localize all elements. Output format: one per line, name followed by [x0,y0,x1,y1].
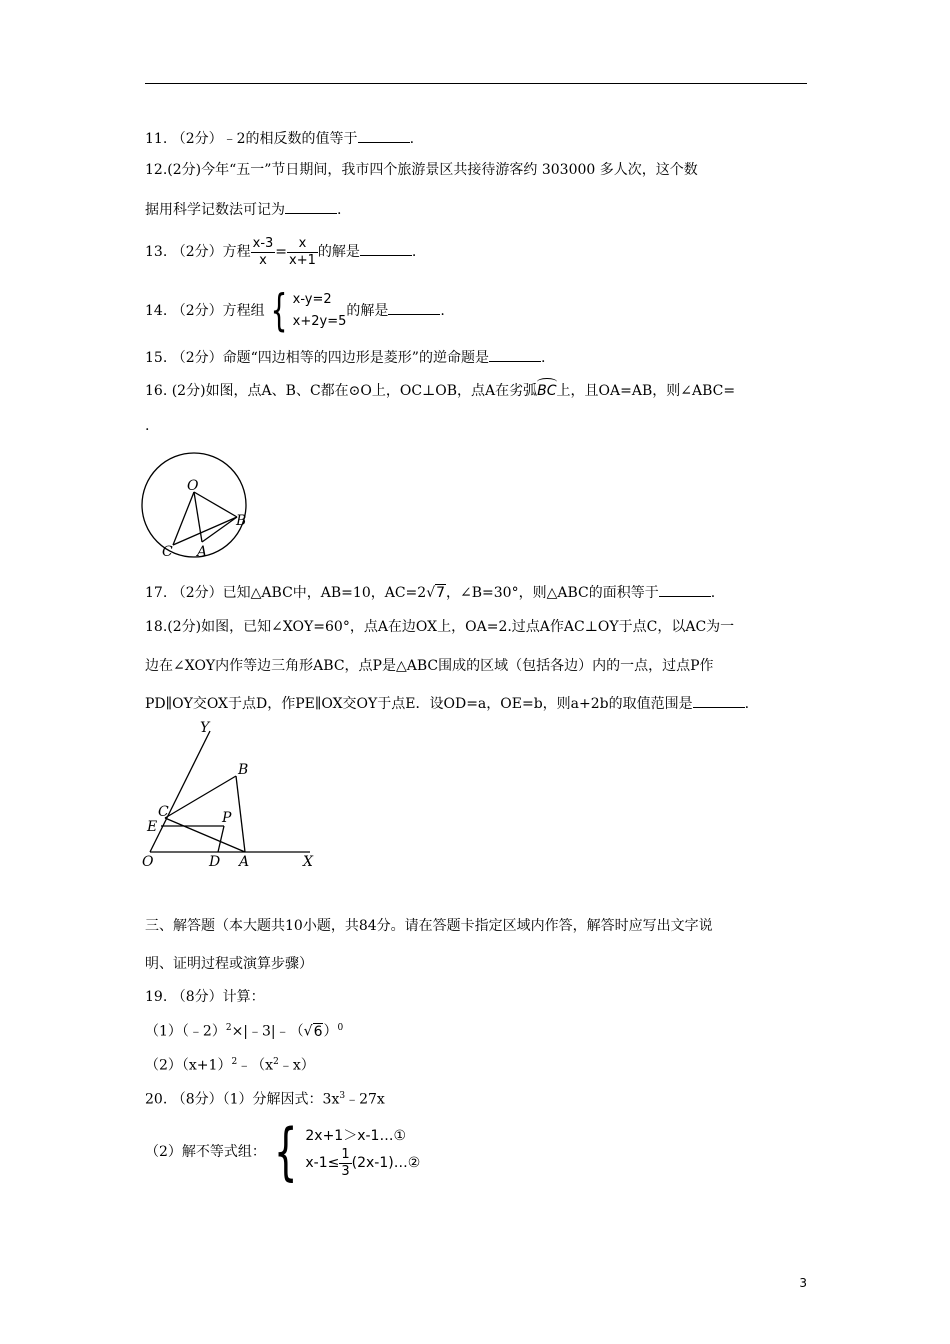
answer-blank[interactable] [360,241,412,256]
answer-blank[interactable] [659,582,711,597]
question-number: 13. [145,244,168,260]
answer-blank[interactable] [285,199,337,214]
question-number: 19. [145,989,168,1005]
score: （8分） [171,989,223,1005]
score: （2分） [171,585,223,601]
period: . [540,350,546,366]
question-text: 的解是 [346,303,389,319]
question-16 [145,381,735,401]
section-3-heading [145,916,713,936]
answer-blank[interactable] [358,128,410,143]
angle-figure [138,715,323,870]
expression: （2）（x+1） [145,1057,232,1074]
section-text: 三、解答题（本大题共10小题，共84分。请在答题卡指定区域内作答，解答时应写出文字说 [145,918,713,934]
denominator: x+1 [289,252,316,268]
segment-ab [236,776,245,852]
label-c: C [162,544,173,560]
question-18-l2 [145,656,714,676]
circle-o [142,453,246,557]
label-a: A [239,854,250,870]
section-3-heading-cont [145,954,313,974]
question-18-l3 [145,693,749,714]
question-text: ，∠B=30°，则△ABC的面积等于 [446,585,659,601]
left-brace: { [273,1115,298,1188]
header-rule [145,83,807,84]
answer-blank[interactable] [693,693,745,708]
question-text: 方程组 [222,303,265,319]
fraction-left [251,236,276,269]
expression: (2x-1)…② [351,1155,421,1171]
score: （2分） [171,303,223,319]
expression: ×|﹣3|﹣（ [231,1023,304,1040]
label-b: B [236,513,247,529]
numerator: x [287,236,318,253]
question-19-part2 [145,1052,315,1076]
fraction-right [287,236,318,269]
arc-label: BC [537,383,557,399]
period: . [145,418,150,434]
question-text: 方程 [222,244,251,260]
score: (2分) [171,383,206,399]
question-number: 18. [145,619,168,635]
exponent: 2 [273,1057,279,1067]
equals-sign: = [275,244,288,260]
question-17 [145,582,715,603]
circle-figure [138,450,256,565]
score: （8分） [171,1091,223,1108]
question-text: （2）解不等式组： [145,1144,266,1160]
inequality-row-2 [305,1147,420,1180]
answer-blank[interactable] [489,347,541,362]
score: （2分） [171,244,223,260]
question-number: 14. [145,303,168,319]
period: . [411,244,417,260]
numerator: x-3 [252,235,274,251]
question-text: 如图，点A、B、C都在⊙O上，OC⊥OB，点A在劣弧 [205,383,538,399]
question-20-part2 [145,1116,420,1188]
period: . [710,585,716,601]
question-text: 今年“五一”节日期间，我市四个旅游景区共接待游客约 303000 多人次，这个数 [201,162,698,178]
denominator: 3 [341,1163,350,1179]
expression: x-1≤ [305,1155,340,1171]
question-text: 边在∠XOY内作等边三角形ABC，点P是△ABC围成的区域（包括各边）内的一点，过点P作 [145,658,714,674]
section-text: 明、证明过程或演算步骤） [145,956,313,972]
period: . [409,131,415,147]
question-12-cont [145,199,341,220]
left-brace: { [270,285,288,336]
question-18 [145,617,734,637]
label-y: Y [200,720,210,736]
question-text: 如图，已知∠XOY=60°，点A在边OX上，OA=2.过点A作AC⊥OY于点C，以AC为一 [201,619,735,635]
question-text: ﹣2的相反数的值等于 [222,131,358,147]
label-x: X [303,854,313,870]
question-20 [145,1086,385,1110]
expression: （1）分解因式：3x [222,1091,340,1108]
segment-pd [218,826,224,852]
label-o: O [142,854,154,870]
question-number: 16. [145,383,168,399]
answer-blank[interactable] [388,300,440,315]
sqrt: √6 [303,1023,323,1040]
exponent: 2 [231,1057,238,1067]
expression: ﹣x） [278,1057,315,1074]
expression: ） [323,1023,338,1040]
equation-row: x-y=2 [292,292,332,307]
exponent: 0 [337,1023,344,1033]
expression: （1）（﹣2） [145,1023,226,1040]
question-number: 12. [145,162,168,178]
radicand: 6 [313,1023,323,1040]
question-text: 计算： [222,989,265,1005]
label-d: D [209,854,221,870]
equation-row: x+2y=5 [292,314,347,329]
equation-system [265,285,347,336]
score: （2分） [171,131,223,147]
label-a: A [197,544,208,560]
period: . [337,202,342,218]
question-number: 15. [145,350,168,366]
question-text: 已知△ABC中，AB=10，AC=2 [222,585,427,601]
numerator: 1 [341,1146,350,1162]
question-number: 11. [145,131,168,147]
radicand: 7 [436,585,446,601]
label-b: B [238,762,249,778]
label-o: O [187,478,199,494]
fraction [339,1147,351,1180]
score: (2分) [167,619,202,635]
label-c: C [158,804,169,820]
question-19-part1 [145,1018,343,1042]
expression: ﹣（x [237,1057,274,1074]
segment-ob [194,492,237,517]
period: . [440,303,445,319]
label-p: P [222,810,232,826]
segment-ac [165,818,245,852]
question-19 [145,987,265,1007]
question-13 [145,232,416,272]
inequality-system [266,1115,421,1188]
question-text: PD∥OY交OX于点D，作PE∥OX交OY于点E．设OD=a，OE=b，则a+2b的取值范围是 [145,696,693,712]
question-14 [145,286,445,336]
question-text: 上，且OA=AB，则∠ABC= [556,383,736,399]
question-15 [145,347,545,368]
label-e: E [147,819,158,835]
denominator: x [259,252,267,268]
page-number: 3 [799,1276,807,1290]
question-text: 的解是 [317,244,360,260]
exponent: 3 [339,1091,346,1101]
question-text: 命题“四边相等的四边形是菱形”的逆命题是 [222,350,489,366]
question-16-cont [145,416,149,436]
expression: ﹣27x [345,1091,385,1108]
score: (2分) [167,162,202,178]
question-number: 17. [145,585,168,601]
question-11 [145,128,414,149]
question-12 [145,160,698,180]
sqrt: √7 [426,585,446,601]
question-number: 20. [145,1091,168,1108]
period: . [744,696,750,712]
question-text: 据用科学记数法可记为 [145,202,285,218]
score: （2分） [171,350,223,366]
inequality-row-1: 2x+1＞x-1…① [305,1127,406,1144]
exponent: 2 [225,1023,232,1033]
